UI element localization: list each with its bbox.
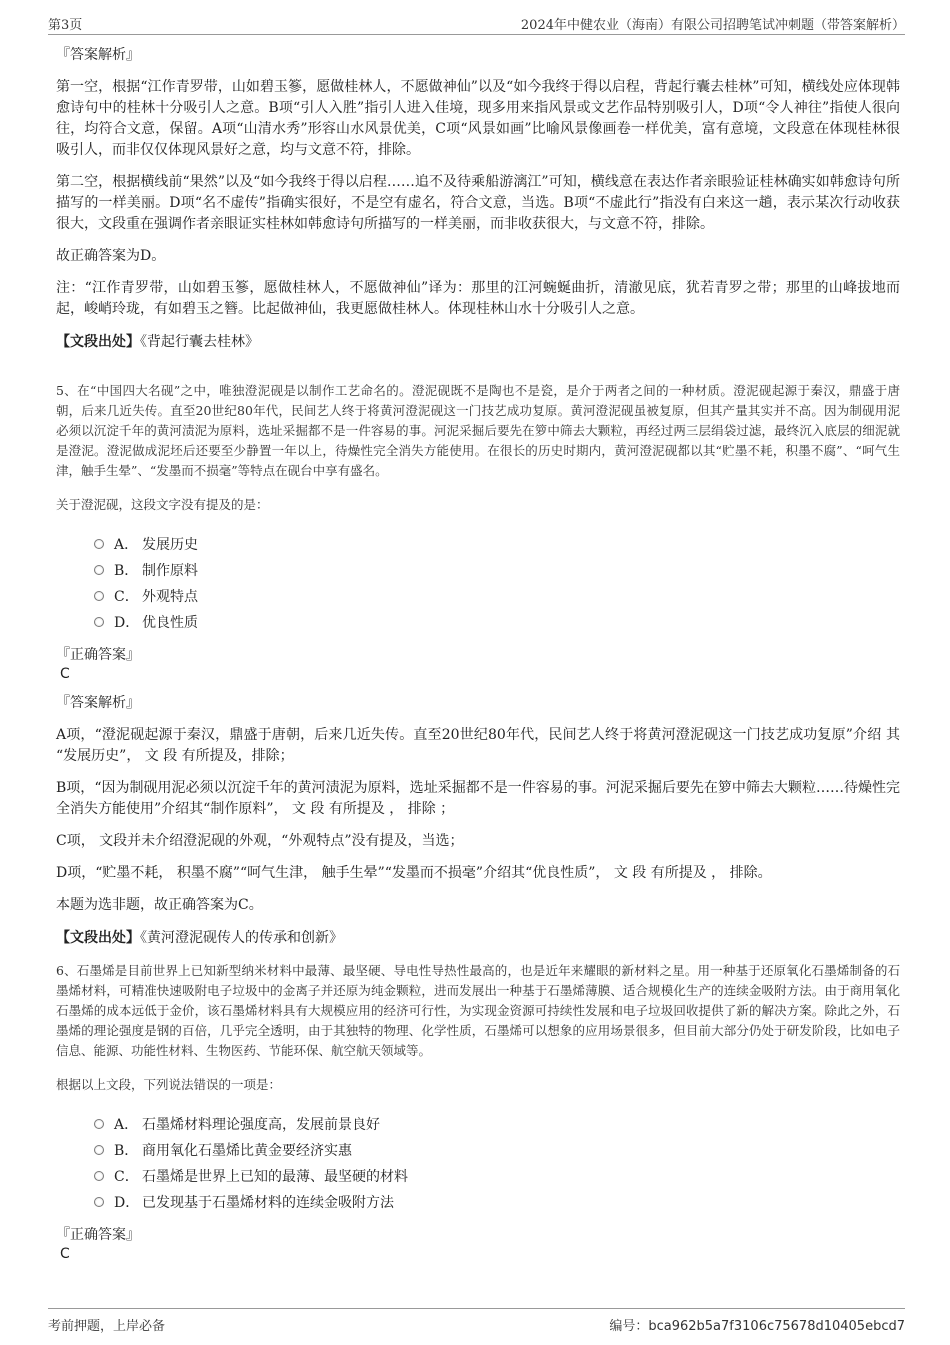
option-letter: D． [114,615,140,631]
option-text: 制作原料 [142,563,198,579]
option-c[interactable] [94,1163,900,1189]
option-text: 已发现基于石墨烯材料的连续金吸附方法 [142,1195,394,1211]
analysis-label: 『答案解析』 [56,47,140,63]
option-text: 发展历史 [142,537,198,553]
source-line [56,331,900,351]
option-list [94,1111,900,1215]
analysis-paragraph: 第二空，根据横线前“果然”以及“如今我终于得以启程……追不及待乘船游漓江”可知，横线意在表达作者亲眼验证桂林确实如韩愈诗句所描写的一样美丽。D项“名不虚传”指确实很好，不是空有虚名，符合文意，当选。B项“不虚此行”指没有白来这一趟，表示某次行动收获很大，文段重在强调作者亲眼证实桂林如韩愈诗句所描写的一样美丽，而非收获很大，与文意不符，排除。 [56,174,900,232]
analysis-label: 『答案解析』 [56,695,140,711]
question-prompt: 根据以上文段，下列说法错误的一项是： [56,1077,282,1092]
analysis-item: C项， 文段并未介绍澄泥砚的外观，“外观特点”没有提及，当选； [56,833,464,849]
option-text: 商用氧化石墨烯比黄金要经济实惠 [142,1143,352,1159]
correct-answer-label: 『正确答案』 [56,1227,140,1243]
document-id-value: bca962b5a7f3106c75678d10405ebcd7 [648,1319,905,1334]
footer-slogan: 考前押题，上岸必备 [48,1319,166,1334]
document-id-label: 编号： [609,1319,649,1334]
radio-icon[interactable] [94,1197,104,1207]
page-footer [48,1308,905,1334]
radio-icon[interactable] [94,539,104,549]
option-letter: A． [114,1117,139,1133]
source-label: 【文段出处】 [56,930,140,946]
source-title: 《黄河澄泥砚传人的传承和创新》 [140,930,343,946]
option-d[interactable] [94,1189,900,1215]
analysis-paragraph: 第一空，根据“江作青罗带，山如碧玉篸，愿做桂林人，不愿做神仙”以及“如今我终于得以启程，背起行囊去桂林”可知，横线处应体现韩愈诗句中的桂林十分吸引人之意。B项“引人入胜”指引人进入佳境，现多用来指风景或文艺作品特别吸引人，D项“令人神往”指使人很向往，均符合文意，保留。A项“山清水秀”形容山水风景优美，C项“风景如画”比喻风景像画卷一样优美，富有意境，文段意在体现桂林很吸引人，而非仅仅体现风景好之意，均与文意不符，排除。 [56,79,900,158]
question-6 [56,961,900,1263]
question-text: 6、石墨烯是目前世界上已知新型纳米材料中最薄、最坚硬、导电性导热性最高的，也是近年来耀眼的新材料之星。用一种基于还原氧化石墨烯制备的石墨烯材料，可精准快速吸附电子垃圾中的金离子并还原为纯金颗粒，进而发展出一种基于石墨烯薄膜、适合规模化生产的连续金吸附方法。由于商用氧化石墨烯的成本远低于金价，该石墨烯材料具有大规模应用的经济可行性，为实现金资源可持续性发展和电子垃圾回收提供了新的解决方案。除此之外，石墨烯的理论强度是钢的百倍，几乎完全透明，由于其独特的物理、化学性质，石墨烯可以想象的应用场景很多，但目前大部分仍处于研发阶段，比如电子信息、能源、功能性材料、生物医药、节能环保、航空航天领域等。 [56,963,900,1058]
analysis-item: B项，“因为制砚用泥必须以沉淀千年的黄河渍泥为原料，选址采掘都不是一件容易的事。河泥采掘后要先在箩中筛去大颗粒……待燥性完全消失方能使用”介绍其“制作原料”， 文 段 有所提及 ， 排除 ； [56,780,900,817]
option-letter: C． [114,1169,139,1185]
question-prompt: 关于澄泥砚，这段文字没有提及的是： [56,497,269,512]
source-label: 【文段出处】 [56,334,140,350]
correct-answer: C [60,666,70,682]
option-letter: B． [114,1143,139,1159]
radio-icon[interactable] [94,1171,104,1181]
radio-icon[interactable] [94,617,104,627]
option-a[interactable] [94,1111,900,1137]
option-text: 石墨烯材料理论强度高，发展前景良好 [142,1117,380,1133]
option-d[interactable] [94,609,900,635]
analysis-conclusion: 本题为选非题，故正确答案为C。 [56,897,263,913]
option-b[interactable] [94,1137,900,1163]
correct-answer: C [60,1246,70,1262]
option-a[interactable] [94,531,900,557]
page-number: 第3页 [48,18,83,33]
correct-answer-label: 『正确答案』 [56,647,140,663]
option-letter: C． [114,589,139,605]
document-title: 2024年中健农业（海南）有限公司招聘笔试冲刺题（带答案解析） [520,18,905,33]
option-letter: A． [114,537,139,553]
option-text: 外观特点 [142,589,198,605]
option-b[interactable] [94,557,900,583]
option-list [94,531,900,635]
option-letter: D． [114,1195,140,1211]
source-line [56,927,900,947]
document-id [609,1315,905,1334]
option-text: 石墨烯是世界上已知的最薄、最坚硬的材料 [142,1169,408,1185]
radio-icon[interactable] [94,591,104,601]
source-title: 《背起行囊去桂林》 [140,334,259,350]
option-c[interactable] [94,583,900,609]
question-5 [56,381,900,947]
option-text: 优良性质 [142,615,198,631]
radio-icon[interactable] [94,1119,104,1129]
question-text: 5、在“中国四大名砚”之中，唯独澄泥砚是以制作工艺命名的。澄泥砚既不是陶也不是瓷，是介于两者之间的一种材质。澄泥砚起源于秦汉，鼎盛于唐朝，后来几近失传。直至20世纪80年代，民间艺人终于将黄河澄泥砚这一门技艺成功复原。黄河澄泥砚虽被复原，但其产量其实并不高。因为制砚用泥必须以沉淀千年的黄河渍泥为原料，选址采掘都不是一件容易的事。河泥采掘后要先在箩中筛去大颗粒，再经过两三层绢袋过滤，最终沉入底层的细泥就是澄泥。澄泥做成泥坯后还要至少静置一年以上，待燥性完全消失方能使用。在很长的历史时期内，黄河澄泥砚都以其“贮墨不耗，积墨不腐”、“呵气生津，触手生晕”、“发墨而不损毫”等特点在砚台中享有盛名。 [56,383,900,478]
radio-icon[interactable] [94,1145,104,1155]
analysis-item: A项，“澄泥砚起源于秦汉，鼎盛于唐朝，后来几近失传。直至20世纪80年代，民间艺人终于将黄河澄泥砚这一门技艺成功复原”介绍 其 “发展历史”， 文 段 有所提及，排除； [56,727,900,764]
analysis-item: D项，“贮墨不耗， 积墨不腐”“呵气生津， 触手生晕”“发墨而不损毫”介绍其“优良性质”， 文 段 有所提及 ， 排除。 [56,865,772,881]
page-content [56,45,900,1273]
radio-icon[interactable] [94,565,104,575]
analysis-paragraph: 故正确答案为D。 [56,248,166,264]
option-letter: B． [114,563,139,579]
page-header [48,12,905,35]
note-paragraph: 注：“江作青罗带，山如碧玉篸，愿做桂林人，不愿做神仙”译为：那里的江河蜿蜒曲折，清澈见底，犹若青罗之带；那里的山峰拔地而起，峻峭玲珑，有如碧玉之簪。比起做神仙，我更愿做桂林人。体现桂林山水十分吸引人之意。 [56,280,900,317]
